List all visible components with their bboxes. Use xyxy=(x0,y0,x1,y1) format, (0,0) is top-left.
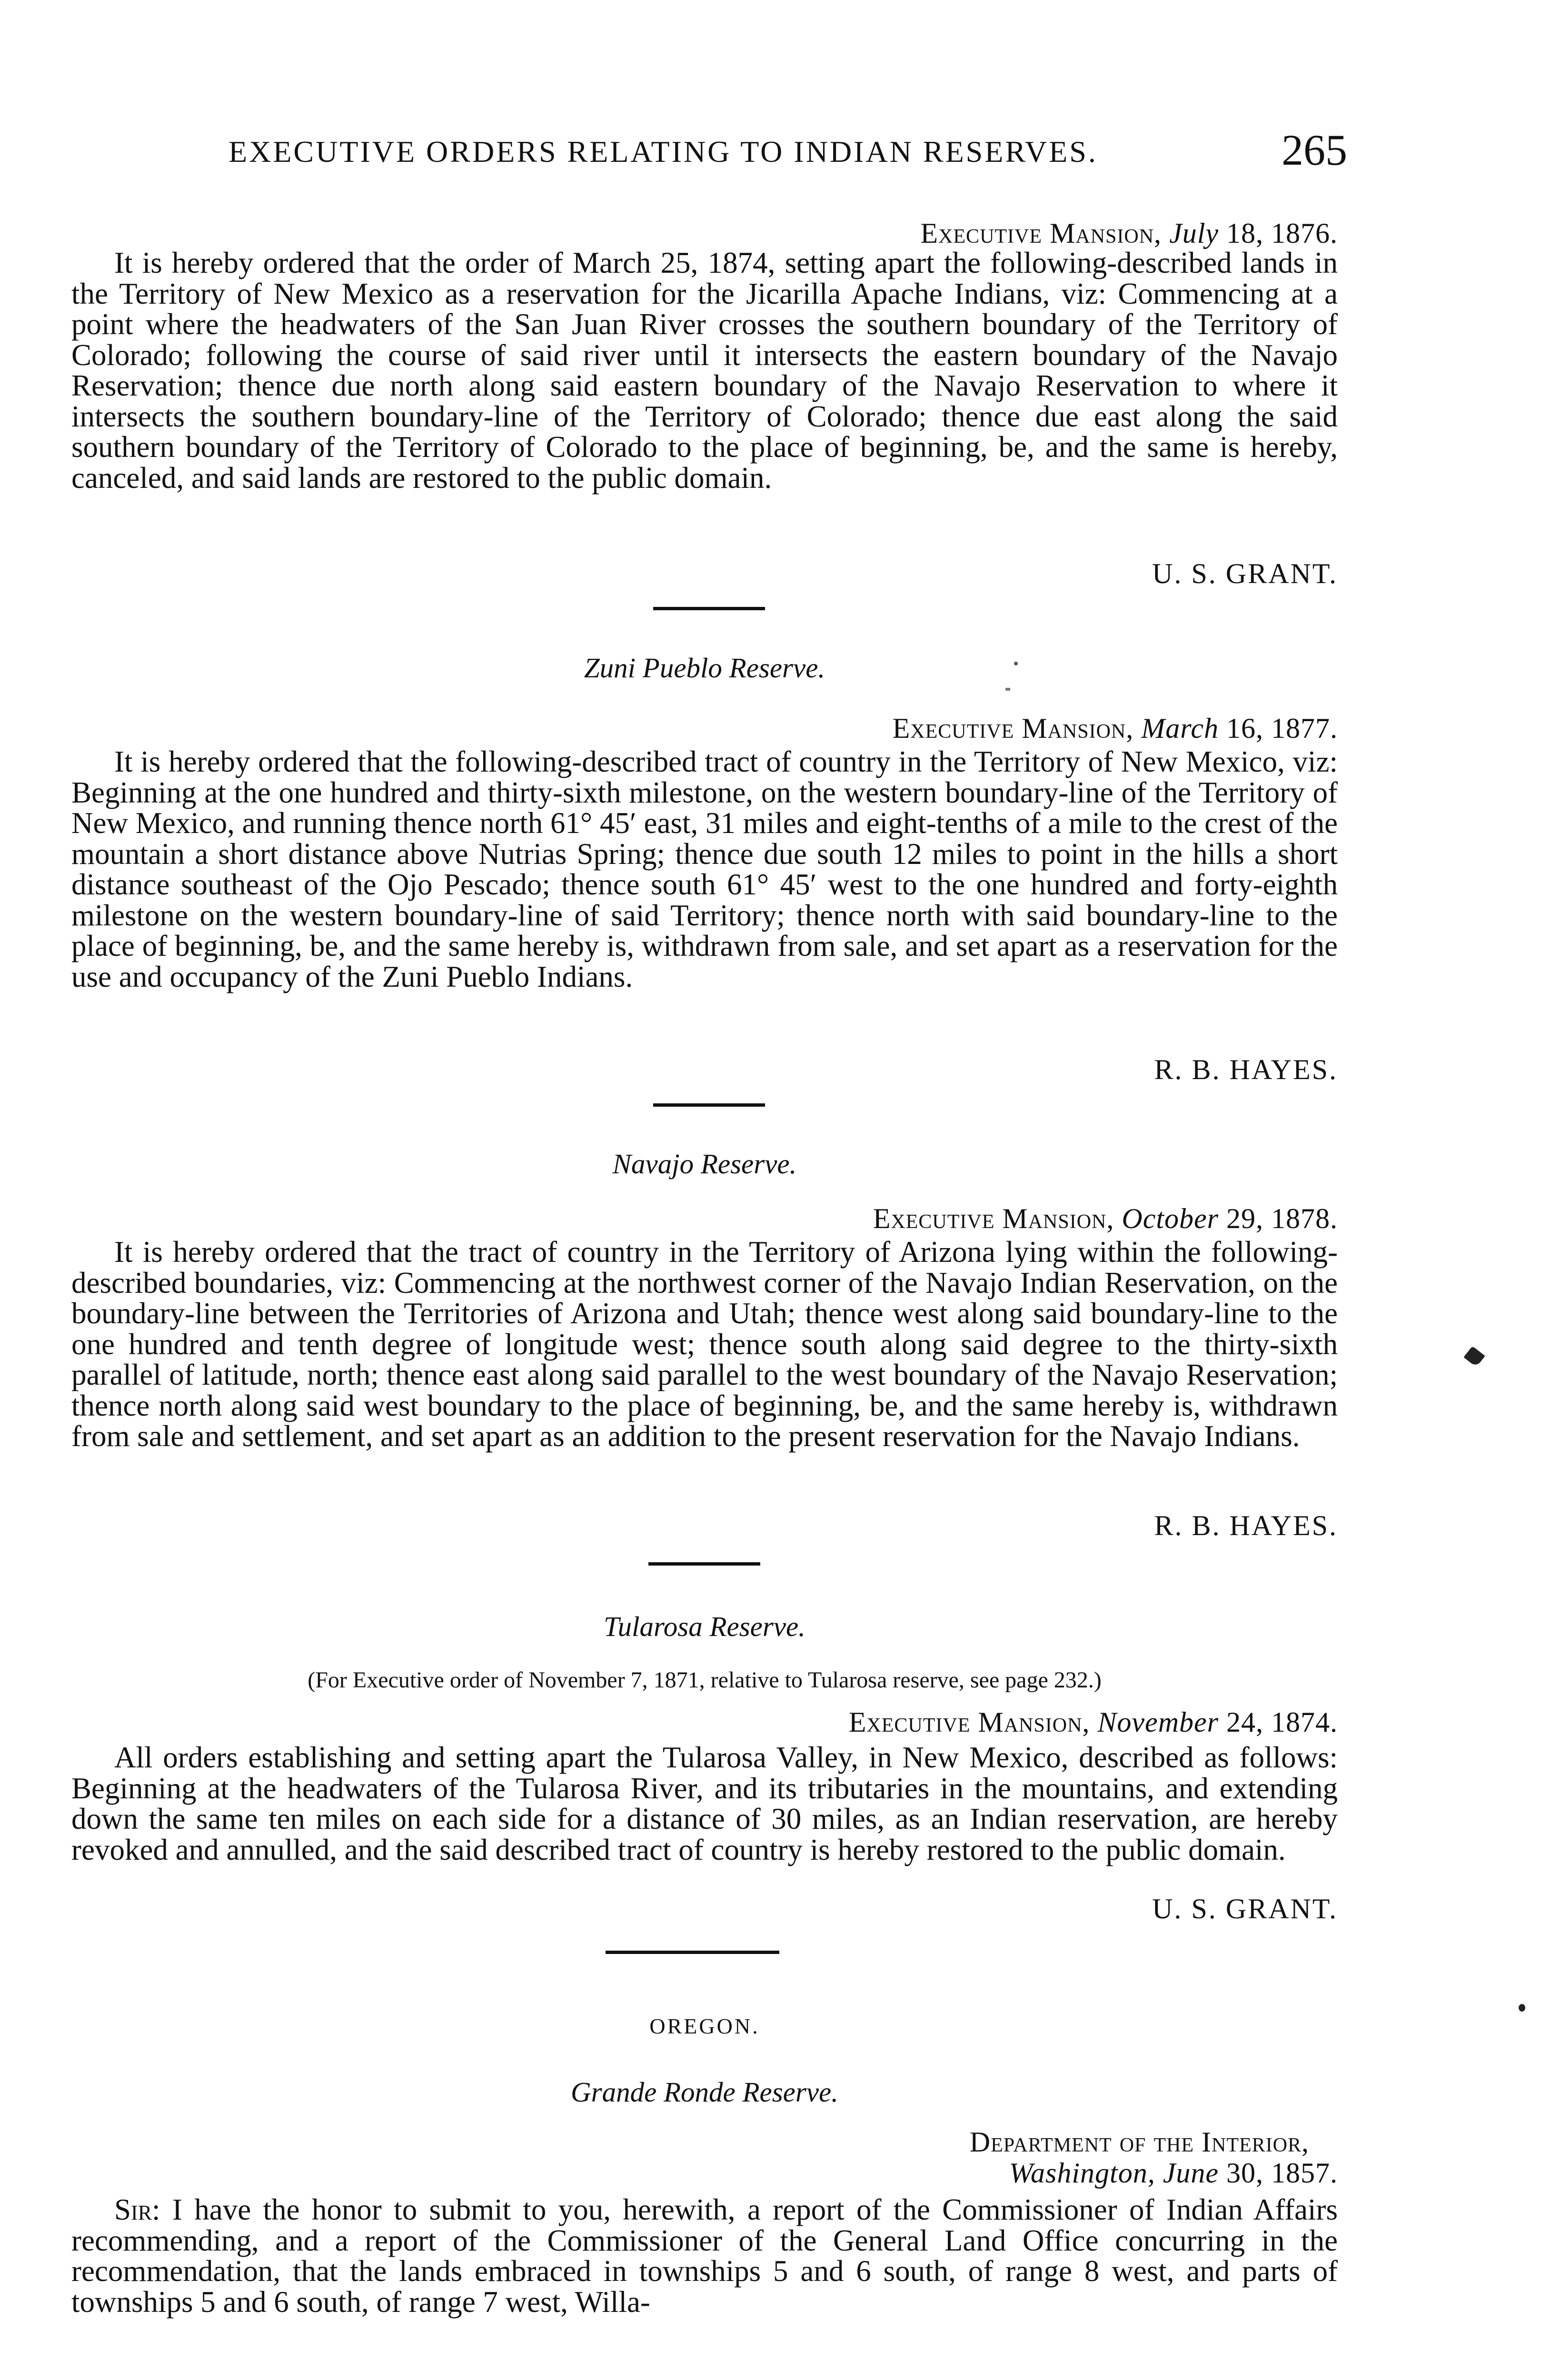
section-divider xyxy=(648,1562,760,1566)
running-title: EXECUTIVE ORDERS RELATING TO INDIAN RESERVES. xyxy=(229,135,1098,169)
dateline-1874: Executive Mansion, November 24, 1874. xyxy=(848,1706,1338,1738)
ink-speck xyxy=(1005,688,1010,691)
section-divider xyxy=(653,1103,765,1107)
state-heading: OREGON. xyxy=(649,2014,760,2038)
order-1876-text: It is hereby ordered that the order of March 25, 1874, setting apart the following-described lands in the Territory of New Mexico as a reservation for the Jicarilla Apache Indians, viz: Commencing at a point where the headwaters of the San Juan River crosses the southern boundary of the Territory of Colorado; following the course of said river until it intersects the eastern boundary of the Navajo Reservation; thence due north along said eastern boundary of the Navajo Reservation to where it intersects the southern boundary-line of the Territory of Colorado; thence due east along the said southern boundary of the Territory of Colorado to the place of beginning, be, and the same is hereby, canceled, and said lands are restored to the public domain. xyxy=(71,246,1338,495)
signature-grant-1: U. S. GRANT. xyxy=(1152,558,1338,589)
ink-mark xyxy=(1463,1346,1485,1368)
grande-ronde-heading: Grande Ronde Reserve. xyxy=(571,2076,838,2108)
tularosa-text: All orders establishing and setting apart the Tularosa Valley, in New Mexico, described as follows: Beginning at the headwaters of the Tularosa River, and its tributaries in the mountains, and extending down the same ten miles on each side for a distance of 30 miles, as an Indian reservation, are hereby revoked and annulled, and the said described tract of country is hereby restored to the public domain. xyxy=(71,1741,1338,1866)
section-divider xyxy=(606,1951,779,1954)
dateline-1878: Executive Mansion, October 29, 1878. xyxy=(873,1203,1338,1234)
tularosa-note: (For Executive order of November 7, 1871, relative to Tularosa reserve, see page 232.) xyxy=(308,1667,1102,1693)
signature-hayes-2: R. B. HAYES. xyxy=(1154,1510,1338,1541)
tularosa-heading: Tularosa Reserve. xyxy=(604,1611,805,1642)
section-divider xyxy=(653,607,765,610)
signature-hayes-1: R. B. HAYES. xyxy=(1154,1054,1338,1085)
running-header xyxy=(229,125,1347,177)
dateline-1857-line2: Washington, June 30, 1857. xyxy=(1009,2157,1338,2189)
dateline-1857-line1: Department of the Interior, xyxy=(969,2126,1309,2158)
grande-ronde-letter-text: Sir: I have the honor to submit to you, herewith, a report of the Commissioner of Indian Affairs recommending, and a report of the Commissioner of the General Land Office concurring in the recommendation, that the lands embraced in townships 5 and 6 south, of range 8 west, and parts of townships 5 and 6 south, of range 7 west, Willa- xyxy=(71,2193,1338,2319)
ink-speck xyxy=(1519,2004,1525,2012)
navajo-text: It is hereby ordered that the tract of country in the Territory of Arizona lying within the following-described boundaries, viz: Commencing at the northwest corner of the Navajo Indian Reservation, on the boundary-line between the Territories of Arizona and Utah; thence west along said boundary-line to the one hundred and tenth degree of longitude west; thence south along said degree to the thirty-sixth parallel of latitude, north; thence east along said parallel to the west boundary of the Navajo Reservation; thence north along said west boundary to the place of beginning, be, and the same hereby is, withdrawn from sale and settlement, and set apart as an addition to the present reservation for the Navajo Indians. xyxy=(71,1235,1338,1453)
ink-speck xyxy=(1014,662,1018,665)
signature-grant-2: U. S. GRANT. xyxy=(1152,1893,1338,1924)
zuni-heading: Zuni Pueblo Reserve. xyxy=(584,652,825,684)
dateline-1877: Executive Mansion, March 16, 1877. xyxy=(892,713,1338,744)
dateline-1876: Executive Mansion, July 18, 1876. xyxy=(920,218,1338,249)
page-number: 265 xyxy=(1282,126,1347,174)
zuni-text: It is hereby ordered that the following-described tract of country in the Territory of New Mexico, viz: Beginning at the one hundred and thirty-sixth milestone, on the western boundary-line of the Territory of New Mexico, and running thence north 61° 45′ east, 31 miles and eight-tenths of a mile to the crest of the mountain a short distance above Nutrias Spring; thence due south 12 miles to point in the hills a short distance southeast of the Ojo Pescado; thence south 61° 45′ west to the one hundred and forty-eighth milestone on the western boundary-line of said Territory; thence north with said boundary-line to the place of beginning, be, and the same hereby is, withdrawn from sale, and set apart as a reservation for the use and occupancy of the Zuni Pueblo Indians. xyxy=(71,745,1338,993)
navajo-heading: Navajo Reserve. xyxy=(612,1148,797,1180)
